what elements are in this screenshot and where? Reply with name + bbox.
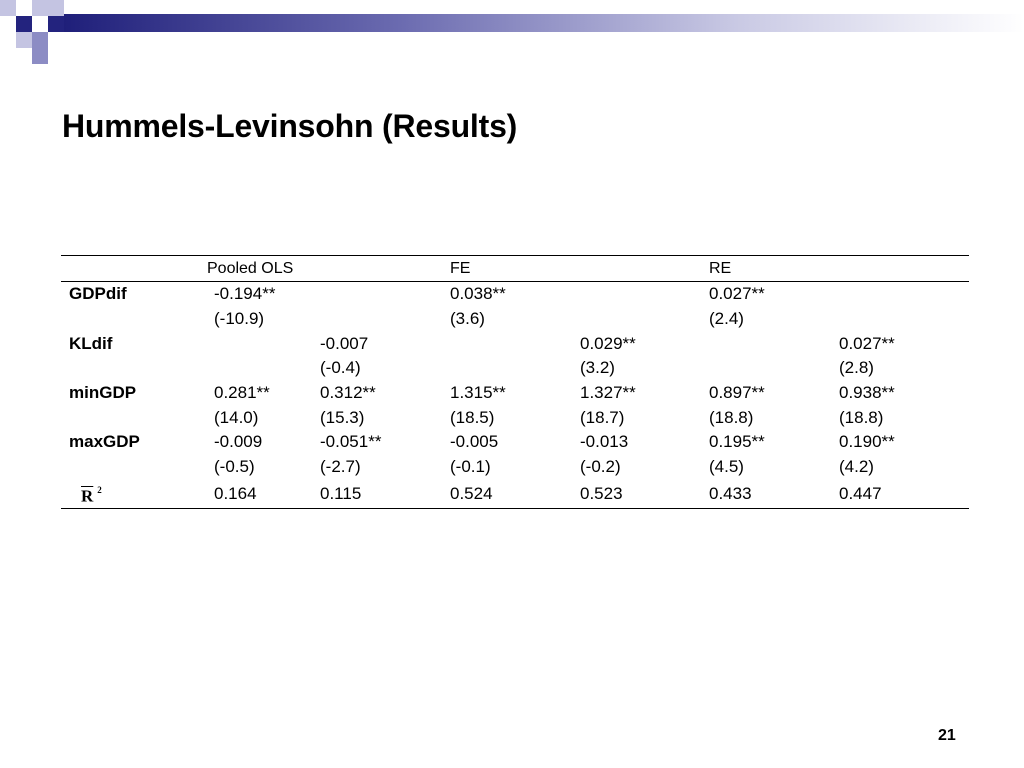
row-label xyxy=(61,455,207,480)
decor-square xyxy=(16,32,32,48)
table-cell: 0.195** xyxy=(709,432,765,452)
header-empty-cell xyxy=(61,256,207,282)
table-cell: 0.027** xyxy=(839,333,895,353)
table-cell: 0.524 xyxy=(450,480,580,509)
table-cell: (-10.9) xyxy=(214,309,265,329)
header-re: RE xyxy=(709,256,969,282)
header-gradient-band xyxy=(64,14,1024,32)
table-cell xyxy=(839,307,969,332)
table-cell: -0.009 xyxy=(214,432,263,452)
table-cell: (18.8) xyxy=(839,407,884,427)
table-row xyxy=(61,331,969,356)
r-symbol: $\overline{R}$ xyxy=(81,486,94,506)
results-table xyxy=(61,255,969,509)
decor-square xyxy=(32,0,48,16)
decor-square xyxy=(32,32,48,48)
header-pooled-ols: Pooled OLS xyxy=(207,256,450,282)
table-cell: (-0.2) xyxy=(580,457,621,477)
table-row xyxy=(61,480,969,509)
row-label: minGDP xyxy=(69,383,137,403)
table-cell: (18.5) xyxy=(450,407,495,427)
decor-square xyxy=(16,16,32,32)
slide-title: Hummels-Levinsohn (Results) xyxy=(62,108,518,144)
row-label xyxy=(61,356,207,381)
table-cell: (4.5) xyxy=(709,457,744,477)
table-cell xyxy=(580,282,709,307)
table-row xyxy=(61,381,969,406)
table-cell: (15.3) xyxy=(320,407,365,427)
table-cell xyxy=(320,307,450,332)
table-cell xyxy=(709,356,839,381)
table-cell: 0.038** xyxy=(450,284,506,304)
table-cell xyxy=(450,331,580,356)
table-cell: 0.029** xyxy=(580,333,636,353)
page-number: 21 xyxy=(938,727,956,744)
table-cell: (3.6) xyxy=(450,309,485,329)
r-squared-symbol xyxy=(69,480,102,509)
row-label: maxGDP xyxy=(69,432,140,452)
table-cell: 0.523 xyxy=(580,480,709,509)
table-cell: (-0.4) xyxy=(320,358,361,378)
table-row xyxy=(61,405,969,430)
decor-square xyxy=(48,16,64,32)
table-cell: (18.8) xyxy=(709,407,754,427)
row-label xyxy=(61,307,207,332)
table-cell: 0.164 xyxy=(207,480,320,509)
decor-square xyxy=(32,48,48,64)
table-cell: 0.938** xyxy=(839,383,895,403)
row-label: GDPdif xyxy=(69,284,127,304)
decor-square xyxy=(48,0,64,16)
header-fe: FE xyxy=(450,256,709,282)
table-cell: -0.194** xyxy=(214,284,276,304)
r-superscript: 2 xyxy=(97,484,102,495)
table-cell: (2.4) xyxy=(709,309,744,329)
table-cell xyxy=(207,331,320,356)
table-cell: (4.2) xyxy=(839,457,874,477)
table-cell: -0.005 xyxy=(450,432,499,452)
table-cell: 1.315** xyxy=(450,383,506,403)
table-row xyxy=(61,282,969,307)
table-row xyxy=(61,430,969,455)
table-row xyxy=(61,356,969,381)
table-cell: 0.433 xyxy=(709,480,839,509)
row-label xyxy=(61,405,207,430)
table-cell: 0.447 xyxy=(839,480,969,509)
table-cell: (-0.1) xyxy=(450,457,491,477)
table-cell: -0.051** xyxy=(320,432,382,452)
table-cell: (14.0) xyxy=(214,407,259,427)
table-header-row xyxy=(61,256,969,282)
row-label: KLdif xyxy=(69,333,113,353)
table-cell: (2.8) xyxy=(839,358,874,378)
table-cell: 0.281** xyxy=(214,383,270,403)
table-cell xyxy=(709,331,839,356)
decor-square xyxy=(0,0,16,16)
table-cell: 1.327** xyxy=(580,383,636,403)
table-cell: (18.7) xyxy=(580,407,625,427)
table-cell: -0.007 xyxy=(320,333,369,353)
table-row xyxy=(61,455,969,480)
table-cell xyxy=(320,282,450,307)
table-cell xyxy=(207,356,320,381)
table-row xyxy=(61,307,969,332)
r-squared-label xyxy=(61,480,207,509)
table-cell: -0.013 xyxy=(580,432,629,452)
table-cell: (-0.5) xyxy=(214,457,255,477)
table-body xyxy=(61,282,969,509)
table-cell: 0.190** xyxy=(839,432,895,452)
table-cell: 0.115 xyxy=(320,480,450,509)
table-cell: (-2.7) xyxy=(320,457,361,477)
table-cell: (3.2) xyxy=(580,358,615,378)
table-cell: 0.312** xyxy=(320,383,376,403)
table-cell xyxy=(839,282,969,307)
table-cell: 0.027** xyxy=(709,284,765,304)
table-cell: 0.897** xyxy=(709,383,765,403)
table-cell xyxy=(580,307,709,332)
table-cell xyxy=(450,356,580,381)
